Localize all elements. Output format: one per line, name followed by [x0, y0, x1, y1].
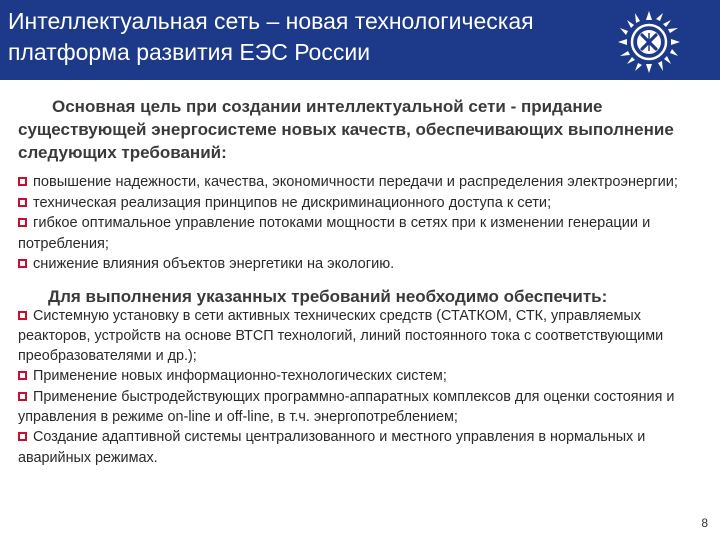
title-line-2: платформа развития ЕЭС России: [8, 39, 371, 65]
list-item: [18, 254, 708, 275]
red-square-bullet-icon: [18, 392, 27, 401]
measure-text: Системную установку в сети активных технических средств (СТАТКОМ, СТК, управляемых реакторов, устройств на основе ВТСП технологий, линий постоянного тока с соответствующими преобразователями и др.);: [18, 307, 664, 365]
slide-header: [0, 0, 720, 80]
grid-company-emblem-icon: [614, 7, 684, 77]
measure-text: Применение новых информационно-технологических систем;: [33, 368, 447, 385]
red-square-bullet-icon: [18, 218, 27, 227]
slide-body: [18, 95, 708, 468]
list-item: [18, 172, 708, 193]
red-square-bullet-icon: [18, 432, 27, 441]
red-square-bullet-icon: [18, 371, 27, 380]
requirement-text: техническая реализация принципов не дискриминационного доступа к сети;: [33, 194, 552, 211]
page-number: 8: [701, 516, 708, 530]
measures-list: [18, 306, 708, 468]
section-heading: Для выполнения указанных требований необходимо обеспечить:: [48, 286, 608, 306]
red-square-bullet-icon: [18, 259, 27, 268]
goal-paragraph: Основная цель при создании интеллектуальной сети - придание существующей энергосистеме новых качеств, обеспечивающих выполнение следующих требований:: [18, 97, 674, 162]
measure-text: Создание адаптивной системы централизованного и местного управления в нормальных и аварийных режимах.: [18, 429, 646, 466]
list-item: [18, 427, 708, 468]
requirement-text: повышение надежности, качества, экономичности передачи и распределения электроэнергии;: [33, 174, 678, 190]
slide-title: [8, 6, 608, 68]
requirement-text: гибкое оптимальное управление потоками мощности в сетях при к изменении генерации и потребления;: [18, 215, 651, 252]
requirement-text: снижение влияния объектов энергетики на экологию.: [33, 256, 395, 272]
title-line-1: Интеллектуальная сеть – новая технологическая: [8, 8, 534, 34]
list-item: [18, 193, 708, 214]
list-item: [18, 366, 708, 386]
red-square-bullet-icon: [18, 198, 27, 207]
measure-text: Применение быстродействующих программно-аппаратных комплексов для оценки состояния и управления в режиме on-line и off-line, в т.ч. энергопотреблением;: [18, 388, 675, 425]
list-item: [18, 213, 708, 254]
list-item: [18, 387, 708, 428]
red-square-bullet-icon: [18, 311, 27, 320]
list-item: [18, 306, 708, 367]
red-square-bullet-icon: [18, 177, 27, 186]
requirements-list: [18, 172, 708, 275]
